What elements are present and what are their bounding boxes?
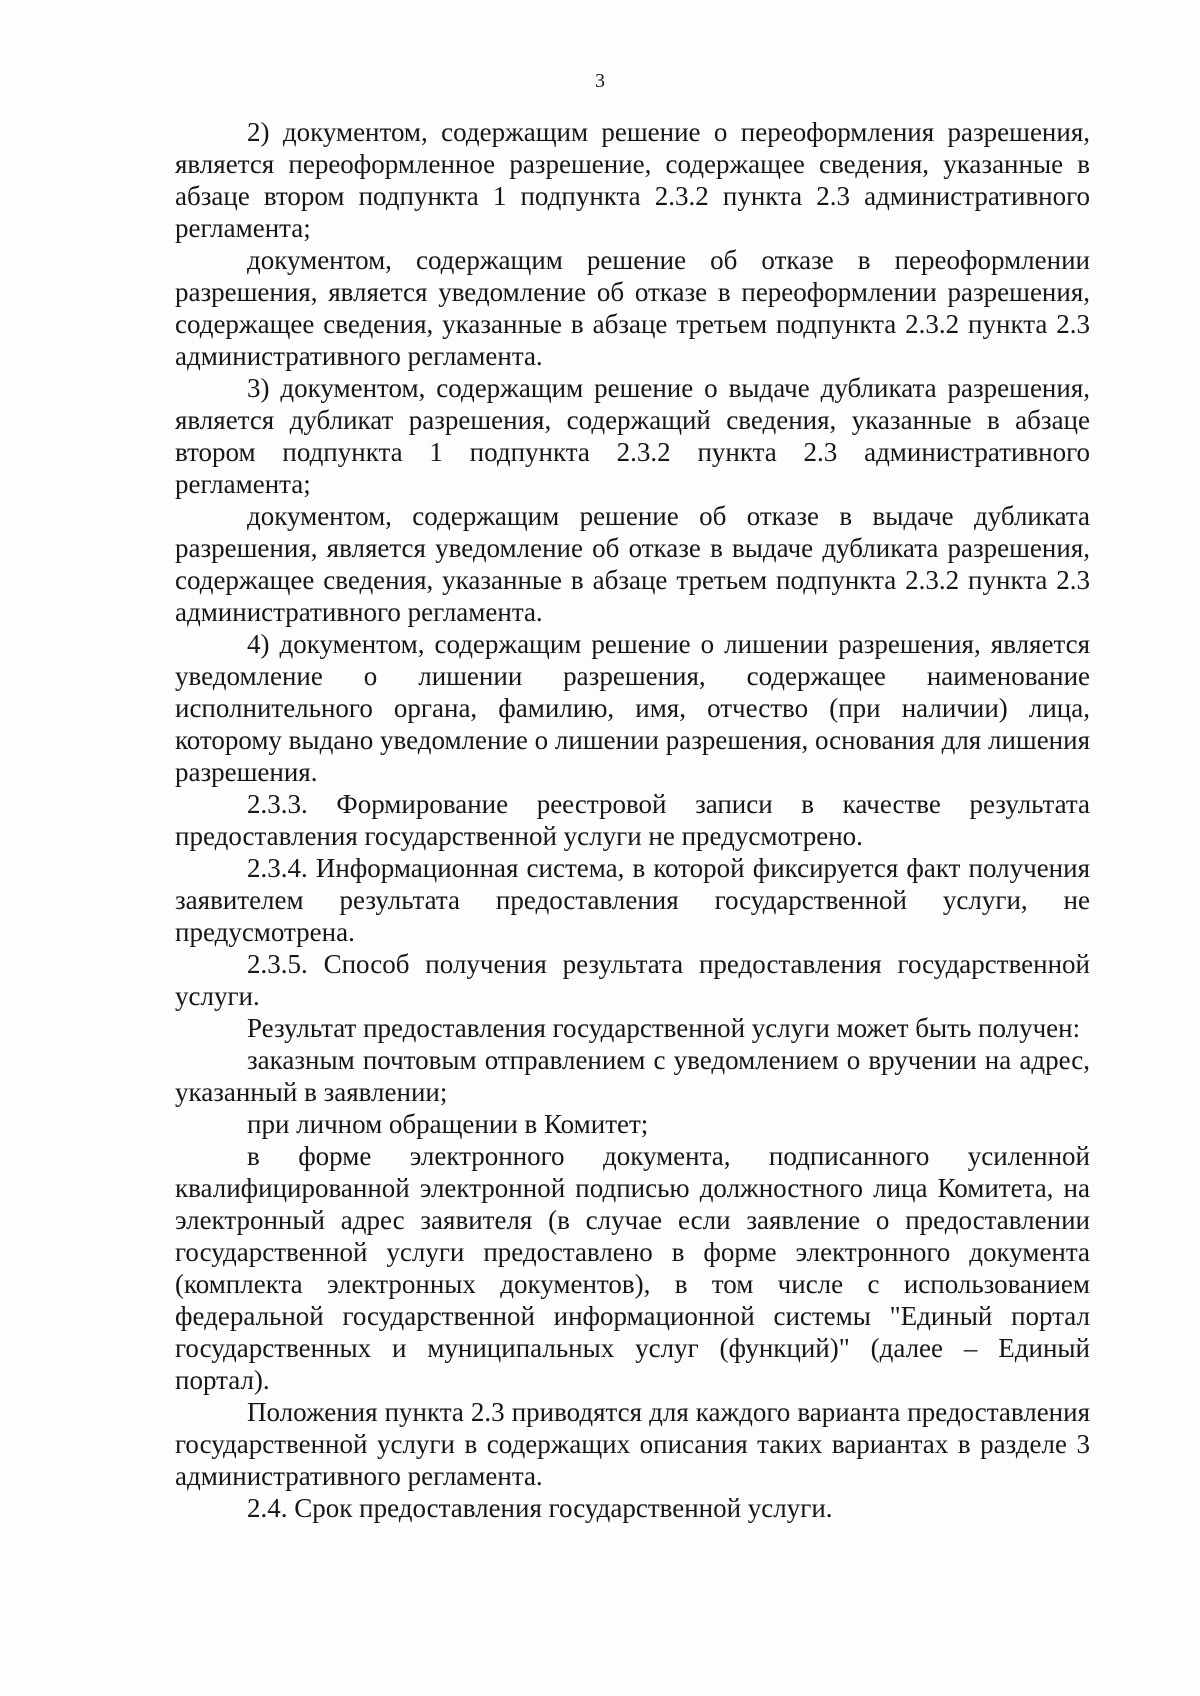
- paragraph-reissue-result: 2) документом, содержащим решение о переоформления разрешения, является переоформленное разрешение, содержащее сведения, указанные в абзаце втором подпункта 1 подпункта 2.3.2 пункта 2.3 административного регламента;: [175, 117, 1090, 243]
- page-number: 3: [595, 70, 605, 92]
- paragraph-revocation-result: 4) документом, содержащим решение о лишении разрешения, является уведомление о лишении разрешения, содержащее наименование исполнительного органа, фамилию, имя, отчество (при наличии) лица, которому выдано уведомление о лишении разрешения, основания для лишения разрешения.: [175, 629, 1090, 787]
- paragraph-duplicate-result: 3) документом, содержащим решение о выдаче дубликата разрешения, является дубликат разрешения, содержащий сведения, указанные в абзаце втором подпункта 1 подпункта 2.3.2 пункта 2.3 административного регламента;: [175, 373, 1090, 499]
- paragraph-provisions-2-3: Положения пункта 2.3 приводятся для каждого варианта предоставления государственной услуги в содержащих описания таких вариантах в разделе 3 административного регламента.: [175, 1397, 1090, 1491]
- paragraph-personal-visit: при личном обращении в Комитет;: [247, 1109, 649, 1139]
- paragraph-2-3-3: 2.3.3. Формирование реестровой записи в качестве результата предоставления государственной услуги не предусмотрено.: [175, 789, 1090, 851]
- paragraph-duplicate-refusal: документом, содержащим решение об отказе в выдаче дубликата разрешения, является уведомление об отказе в выдаче дубликата разрешения, содержащее сведения, указанные в абзаце третьем подпункта 2.3.2 пункта 2.3 административного регламента.: [175, 501, 1090, 627]
- paragraph-registered-mail: заказным почтовым отправлением с уведомлением о вручении на адрес, указанный в заявлении;: [175, 1045, 1090, 1107]
- paragraph-2-4-heading: 2.4. Срок предоставления государственной услуги.: [247, 1493, 833, 1523]
- paragraph-electronic-document: в форме электронного документа, подписанного усиленной квалифицированной электронной подписью должностного лица Комитета, на электронный адрес заявителя (в случае если заявление о предоставлении государственной услуги предоставлено в форме электронного документа (комплекта электронных документов), в том числе с использованием федеральной государственной информационной системы "Единый портал государственных и муниципальных услуг (функций)" (далее – Единый портал).: [175, 1141, 1090, 1395]
- paragraph-2-3-4: 2.3.4. Информационная система, в которой фиксируется факт получения заявителем результата предоставления государственной услуги, не предусмотрена.: [175, 853, 1090, 947]
- paragraph-result-may-be-received: Результат предоставления государственной услуги может быть получен:: [247, 1013, 1081, 1043]
- paragraph-2-3-5: 2.3.5. Способ получения результата предоставления государственной услуги.: [175, 949, 1090, 1011]
- paragraph-reissue-refusal: документом, содержащим решение об отказе в переоформлении разрешения, является уведомление об отказе в переоформлении разрешения, содержащее сведения, указанные в абзаце третьем подпункта 2.3.2 пункта 2.3 административного регламента.: [175, 245, 1090, 371]
- document-body: [175, 116, 1090, 1524]
